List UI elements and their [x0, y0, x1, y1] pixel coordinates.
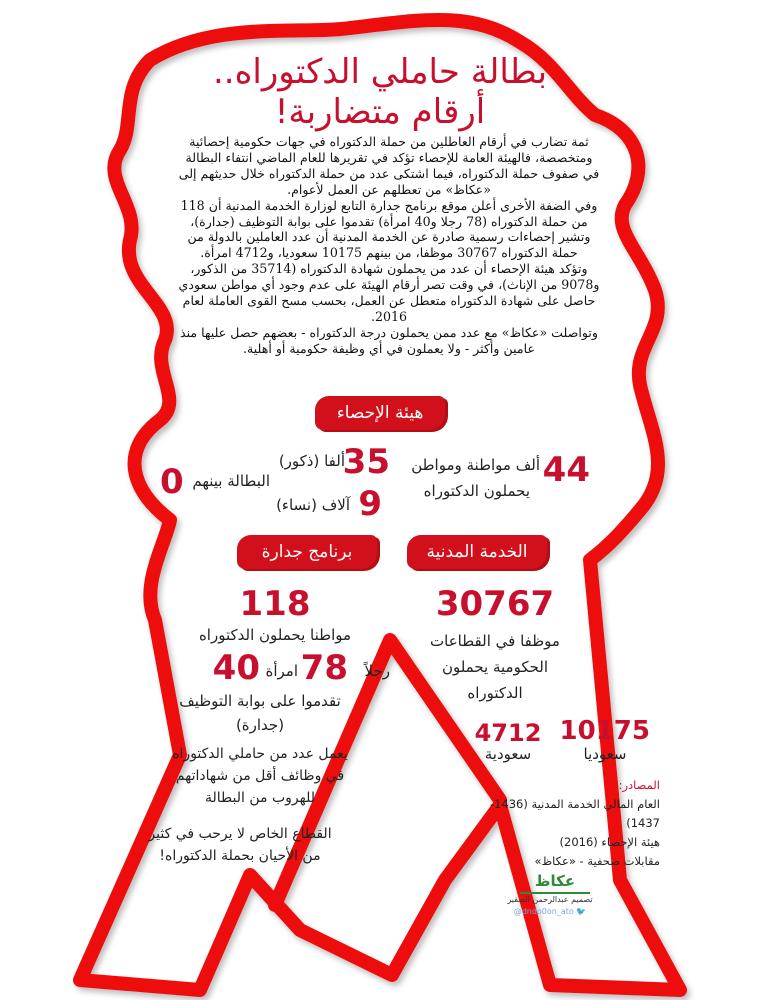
banner-civil-service: الخدمة المدنية	[407, 535, 547, 569]
jadara-gender-split	[170, 650, 390, 686]
note2-line-2: من الأحيان بحملة الدكتوراه!	[159, 848, 321, 864]
intro-paragraph-1: ثمة تضارب في أرقام العاطلين من حملة الدكتوراه في جهات حكومية إحصائية ومتخصصة، فالهيئة العامة للإحصاء تؤكد في تقريرها للعام الماضي انتفاء البطالة في صفوف حملة الدكتوراه، فيما اشتكى عدد من حملة الدكتوراه خلال حديثهم إلى «عكاظ» من تعطلهم عن العمل لأعوام.	[178, 134, 600, 197]
title-line-2: أرقام متضاربة!	[274, 92, 486, 132]
saudi-men-value: 10175	[559, 716, 650, 746]
civil-service-label-2: الحكومية يحملون	[441, 658, 549, 676]
jadara-applied-line-2: (جدارة)	[235, 716, 285, 734]
title-line-1: بطالة حاملي الدكتوراه..	[212, 52, 548, 92]
stat-women	[270, 484, 390, 524]
unemployment-value: 0	[160, 462, 184, 502]
intro-text	[178, 134, 600, 357]
civil-service-label-3: الدكتوراه	[467, 684, 523, 702]
saudi-men-label: سعوديا	[583, 745, 627, 763]
men-value: 35	[342, 442, 390, 482]
twitter-credit	[500, 907, 600, 919]
saudi-women-label: سعودية	[484, 745, 532, 763]
note1-line-3: للهروب من البطالة	[205, 790, 315, 806]
total-holders-label-2: يحملون الدكتوراه	[423, 482, 530, 500]
stat-total-holders	[400, 452, 590, 512]
jadara-applied-line-1: تقدموا على بوابة التوظيف	[179, 692, 341, 710]
intro-paragraph-3: وتؤكد هيئة الإحصاء أن عدد من يحملون شهادة الدكتوراه (35714 من الذكور، و9078 من الإناث)، في وقت تصر أرقام الهيئة على عدم وجود أي مواطن سعودي حاصل على شهادة الدكتوراه متعطل عن العمل، بحسب مسح القوى العاملة لعام 2016.	[178, 261, 600, 324]
men-label: ألفا (ذكور)	[278, 452, 345, 470]
jadara-total-label: مواطنا يحملون الدكتوراه	[198, 626, 352, 644]
women-value: 9	[358, 484, 382, 524]
jadara-women-label: امرأة	[265, 662, 298, 680]
civil-service-total-value: 30767	[435, 584, 555, 624]
note1-line-2: في وظائف أقل من شهاداتهم	[175, 768, 345, 784]
total-holders-label-1: ألف مواطنة ومواطن	[411, 456, 540, 474]
designer-credit: تصميم عبدالرحمن الصقير	[507, 895, 593, 904]
banner-statistics-authority: هيئة الإحصاء	[315, 396, 445, 430]
civil-service-label-1: موظفا في القطاعات	[430, 632, 560, 650]
women-label: آلاف (نساء)	[276, 496, 350, 514]
twitter-bird-icon: 🐦	[576, 907, 587, 916]
stat-unemployment	[160, 462, 270, 502]
source-item: هيئة الإحصاء (2016)	[559, 835, 660, 849]
note1-line-1: يعمل عدد من حاملي الدكتوراه	[172, 746, 348, 762]
okaz-logo: عكاظ	[520, 872, 590, 894]
intro-paragraph-4: وتواصلت «عكاظ» مع عدد ممن يحملون درجة الدكتوراه - بعضهم حصل عليها منذ عامين وأكثر - ولا يعملون في أي وظيفة حكومية أو أهلية.	[180, 324, 598, 356]
saudi-women-value: 4712	[474, 719, 542, 747]
banner-jadara: برنامج جدارة	[237, 535, 377, 569]
total-holders-value: 44	[542, 450, 590, 490]
twitter-handle: @dndo0on_ato	[513, 907, 574, 916]
jadara-men-value: 78	[300, 648, 348, 688]
jadara-total-value: 118	[239, 584, 311, 624]
jadara-women-value: 40	[212, 648, 260, 688]
jadara-men-label: رجلاً	[364, 662, 390, 680]
note2-line-1: القطاع الخاص لا يرحب في كثير	[148, 826, 332, 842]
source-item: مقابلات صحفية - «عكاظ»	[534, 854, 660, 868]
sources-heading: المصادر:	[618, 778, 660, 792]
source-item: العام المالي الخدمة المدنية (1436-1437)	[489, 797, 660, 830]
unemployment-label: البطالة بينهم	[192, 472, 270, 490]
stat-men	[270, 442, 390, 482]
sources-block	[470, 776, 660, 871]
intro-paragraph-2: وفي الضفة الأخرى أعلن موقع برنامج جدارة التابع لوزارة الخدمة المدنية أن 118 من حملة الدكتوراه (78 رجلا و40 امرأة) تقدموا على بوابة التوظيف (جدارة)، وتشير إحصاءات رسمية صادرة عن الخدمة المدنية أن عدد العاملين بالدولة من حملة الدكتوراه 30767 موظفا، من بينهم 10175 سعوديا، و4712 امرأة.	[180, 197, 598, 261]
